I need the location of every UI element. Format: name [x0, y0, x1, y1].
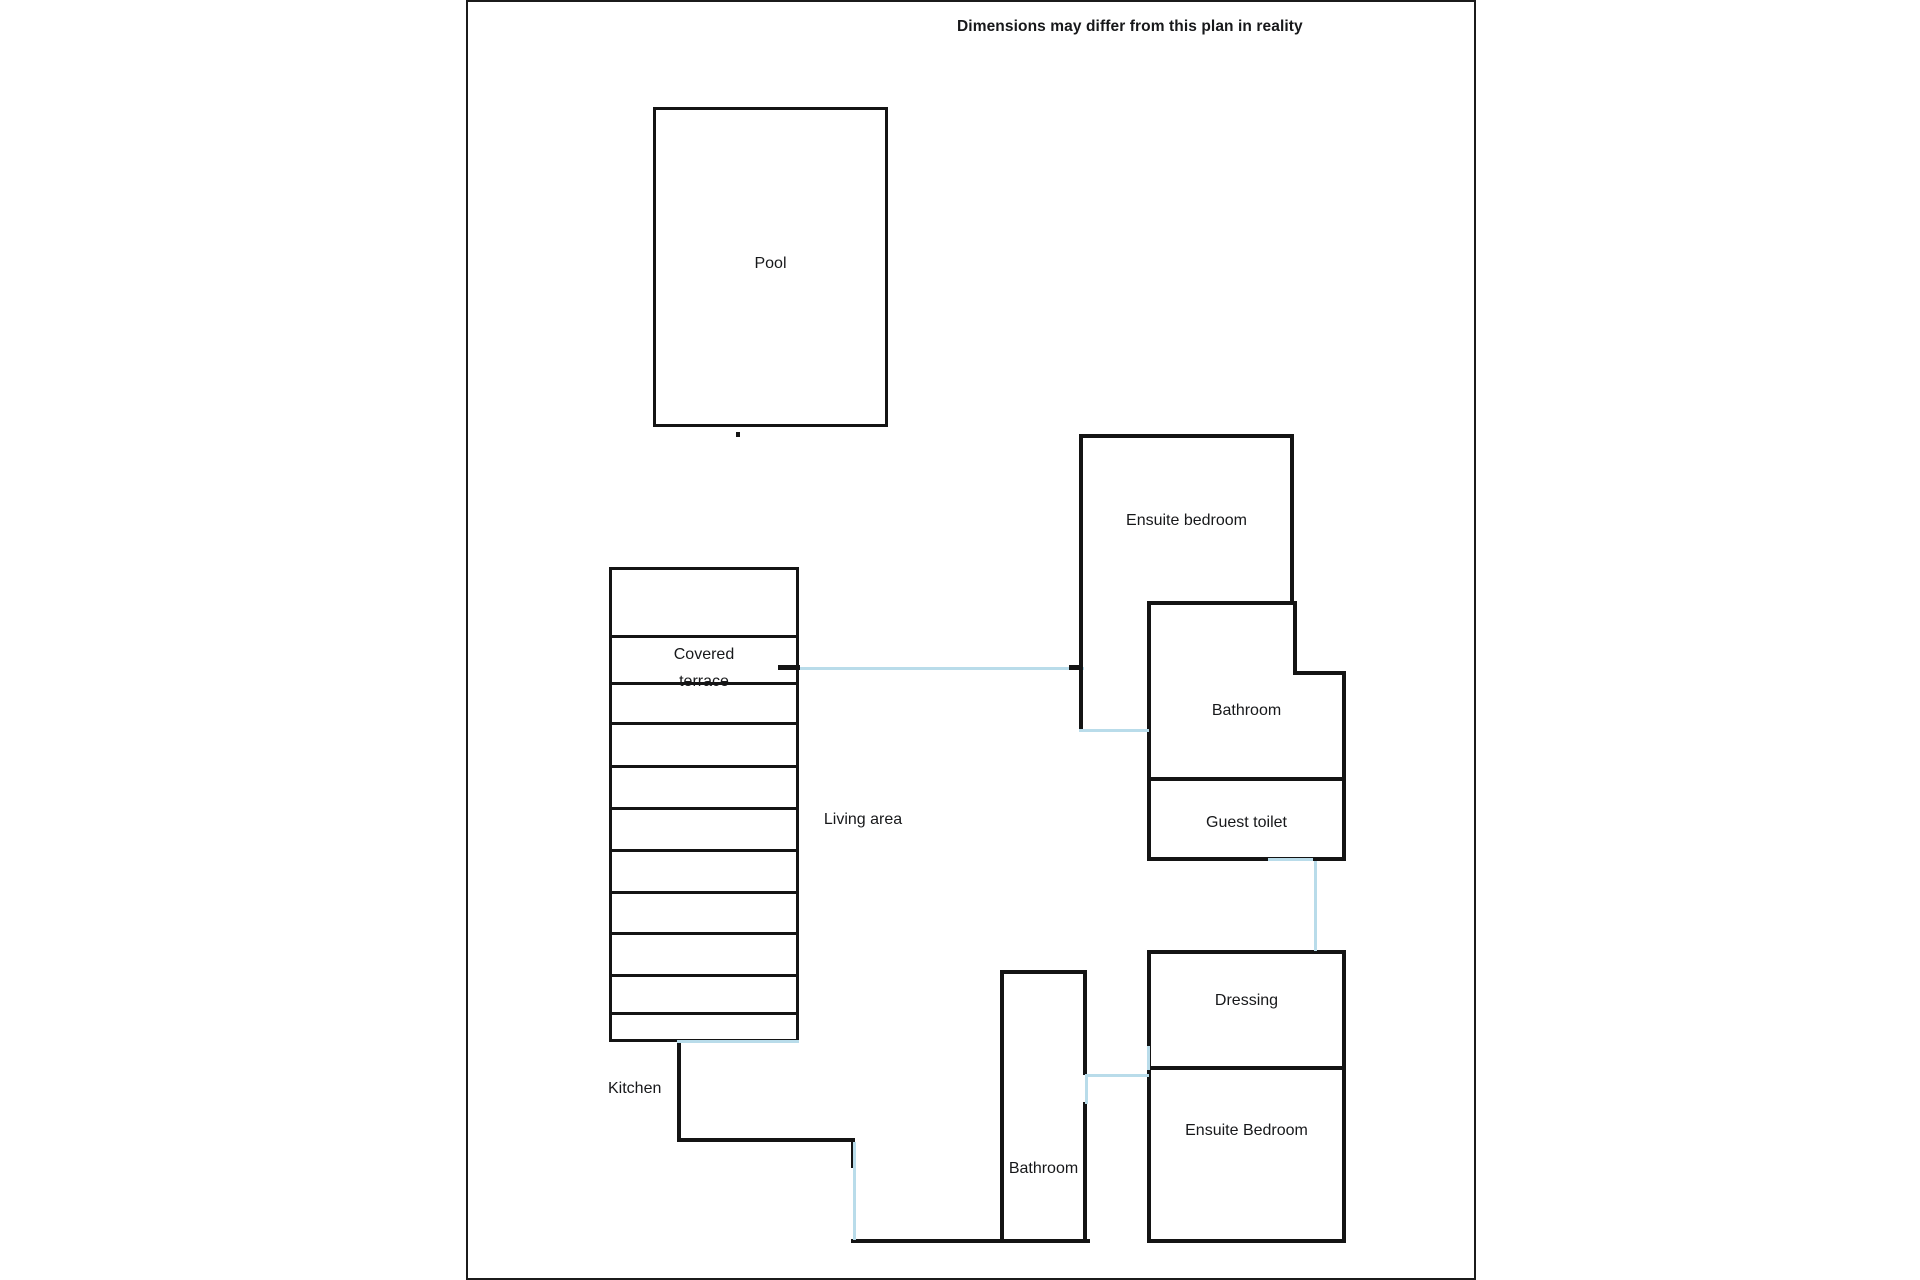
terrace-slat: [609, 635, 799, 638]
bathroom-top-left-wall: [1147, 601, 1151, 781]
door-guest-toilet-to-dressing: [1314, 861, 1317, 951]
terrace-slat: [609, 722, 799, 725]
bathroom-top-right-extension: [1293, 671, 1346, 675]
room-label-covered-terrace: [609, 641, 799, 695]
door-bathroom-top: [1079, 729, 1149, 732]
covered-terrace-label-line1: Covered: [673, 646, 735, 663]
room-covered-terrace: [609, 567, 799, 1042]
door-bathroom-bottom-corridor: [1085, 1074, 1088, 1104]
living-area-bottom-wall: [851, 1239, 1001, 1243]
terrace-slat: [609, 891, 799, 894]
room-label-living-area: Living area: [823, 811, 903, 828]
room-label-bathroom-bottom: Bathroom: [1008, 1160, 1079, 1177]
bathroom-top-right-wall: [1293, 601, 1297, 675]
bathroom-top-bottom-wall: [1147, 777, 1346, 781]
ensuite-bedroom-left-wall: [1079, 434, 1083, 730]
room-label-guest-toilet: Guest toilet: [1206, 814, 1287, 831]
bathroom-top-upper-wall: [1147, 601, 1297, 605]
door-guest-toilet-bottom: [1268, 858, 1313, 861]
plan-sheet: Dimensions may differ from this plan in reality Pool Covered terrace Living area Ensuite bedroom Bathroom Guest toilet Dressing Ensuite Bedroom Bathroom Kitchen: [466, 0, 1476, 1280]
ensuite-bedroom-bottom-left-wall: [1147, 1070, 1151, 1243]
living-top-wall-stub-right: [1069, 665, 1083, 670]
covered-terrace-label-line2: terrace: [679, 673, 729, 690]
room-label-pool: Pool: [754, 255, 787, 272]
bathroom-bottom-left-wall: [1000, 970, 1004, 1243]
kitchen-bottom-wall: [677, 1138, 855, 1142]
door-kitchen-to-outside: [853, 1142, 856, 1240]
dressing-bottom-wall: [1147, 1066, 1346, 1070]
door-dressing-lower-corridor: [1087, 1074, 1149, 1077]
ensuite-bedroom-bottom-right-wall: [1342, 1070, 1346, 1243]
ensuite-bedroom-bottom-bottom-wall: [1147, 1239, 1346, 1243]
terrace-slat: [609, 1012, 799, 1015]
room-label-ensuite-bedroom-top: Ensuite bedroom: [1126, 512, 1247, 529]
dressing-right-wall: [1342, 950, 1346, 1070]
bathroom-top-far-right-wall: [1342, 671, 1346, 781]
ensuite-bedroom-top-wall: [1079, 434, 1294, 438]
door-terrace-to-living: [799, 667, 1084, 670]
door-terrace-kitchen: [677, 1040, 799, 1043]
pool-tick-mark: [736, 432, 740, 437]
bathroom-bottom-right-wall: [1083, 970, 1087, 1075]
room-label-ensuite-bedroom-bottom: Ensuite Bedroom: [1185, 1122, 1308, 1139]
door-dressing-to-living: [1147, 1046, 1150, 1070]
kitchen-left-wall: [677, 1042, 681, 1142]
bathroom-bottom-top-wall: [1000, 970, 1087, 974]
terrace-slat: [609, 807, 799, 810]
terrace-slat: [609, 849, 799, 852]
plan-disclaimer-note: Dimensions may differ from this plan in reality: [957, 18, 1303, 35]
room-label-bathroom-top: Bathroom: [1211, 702, 1282, 719]
terrace-slat: [609, 932, 799, 935]
living-top-wall-stub-left: [778, 665, 800, 670]
bathroom-bottom-bottom-wall: [1000, 1239, 1090, 1243]
room-label-dressing: Dressing: [1214, 992, 1279, 1009]
terrace-slat: [609, 974, 799, 977]
terrace-slat: [609, 765, 799, 768]
